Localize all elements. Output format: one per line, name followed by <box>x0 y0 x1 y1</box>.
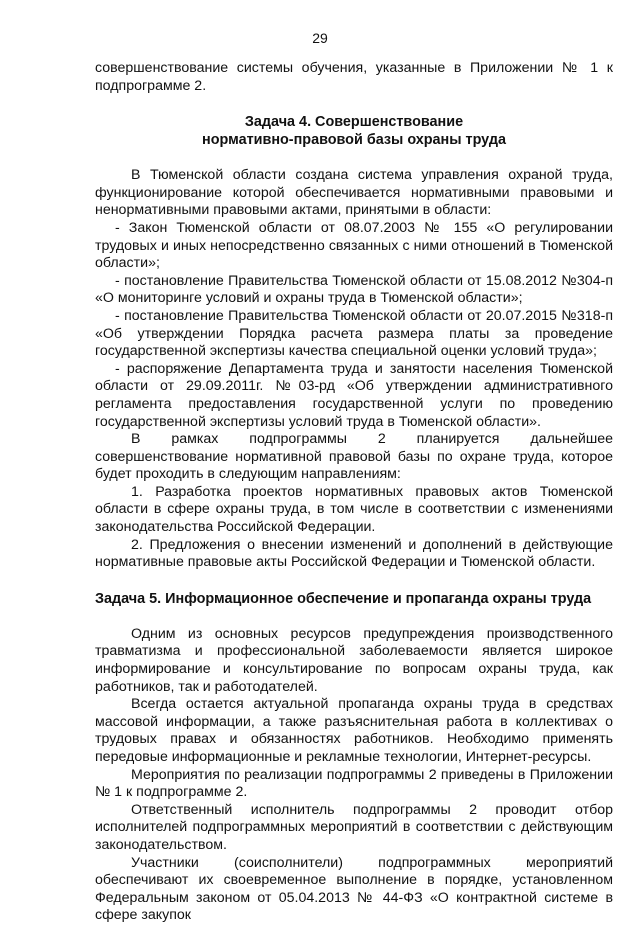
task4-law-item-1: - Закон Тюменской области от 08.07.2003 № 155 «О регулировании трудовых и иных непосредственно связанных с ними отношений в Тюменской области»; <box>95 219 613 272</box>
task5-paragraph-2: Всегда остается актуальной пропаганда охраны труда в средствах массовой информации, а также разъяснительная работа в коллективах о трудовых правах и обязанностях работников. Необходимо применять передовые информационные и рекламные технологии, Интернет-ресурсы. <box>95 696 613 765</box>
task5-heading: Задача 5. Информационное обеспечение и пропаганда охраны труда <box>95 590 592 607</box>
task4-law-item-2: - постановление Правительства Тюменской области от 15.08.2012 №304-п «О мониторинге условий и охраны труда в Тюменской области»; <box>95 272 613 307</box>
task4-direction-1: 1. Разработка проектов нормативных правовых актов Тюменской области в сфере охраны труда, в том числе в соответствии с изменениями законодательства Российской Федерации. <box>95 483 613 536</box>
task4-law-item-4: - распоряжение Департамента труда и занятости населения Тюменской области от 29.09.2011г. №03-рд «Об утверждении административного регламента предоставления государственной услуги по проведению государственной экспертизы условий труда в Тюменской области». <box>95 360 613 430</box>
page-number: 29 <box>312 30 328 46</box>
task4-direction-2: 2. Предложения о внесении изменений и дополнений в действующие нормативные правовые акты Российской Федерации и Тюменской области. <box>95 536 613 571</box>
task5-paragraph-4: Ответственный исполнитель подпрограммы 2 проводит отбор исполнителей подпрограммных мероприятий в соответствии с действующим законодательством. <box>95 801 613 853</box>
task4-law-item-3: - постановление Правительства Тюменской области от 20.07.2015 №318-п «Об утверждении Порядка расчета размера платы за проведение государственной экспертизы качества специальной оценки условий труда»; <box>95 307 613 360</box>
page-content <box>95 60 613 925</box>
task5-paragraph-3: Мероприятия по реализации подпрограммы 2 приведены в Приложении № 1 к подпрограмме 2. <box>95 766 613 801</box>
task4-paragraph-1: В Тюменской области создана система управления охраной труда, функционирование которой обеспечивается нормативными правовыми и ненормативными правовыми актами, принятыми в области: <box>95 167 613 219</box>
task5-paragraph-5: Участники (соисполнители) подпрограммных мероприятий обеспечивают их своевременное выполнение в порядке, установленном Федеральным законом от 05.04.2013 № 44-ФЗ «О контрактной системе в сфере закупок <box>95 854 613 924</box>
task4-paragraph-2: В рамках подпрограммы 2 планируется дальнейшее совершенствование нормативной правовой базы по охране труда, которое будет проходить в следующим направлениям: <box>95 431 613 483</box>
task4-title-line1: Задача 4. Совершенствование <box>244 114 464 131</box>
task4-heading <box>95 113 613 149</box>
task4-title-line2: нормативно-правовой базы охраны труда <box>202 132 506 149</box>
intro-paragraph: совершенствование системы обучения, указанные в Приложении № 1 к подпрограмме 2. <box>95 60 613 94</box>
task5-paragraph-1: Одним из основных ресурсов предупреждения производственного травматизма и профессиональной заболеваемости является широкое информирование и консультирование по вопросам охраны труда, как работников, так и работодателей. <box>95 625 613 695</box>
